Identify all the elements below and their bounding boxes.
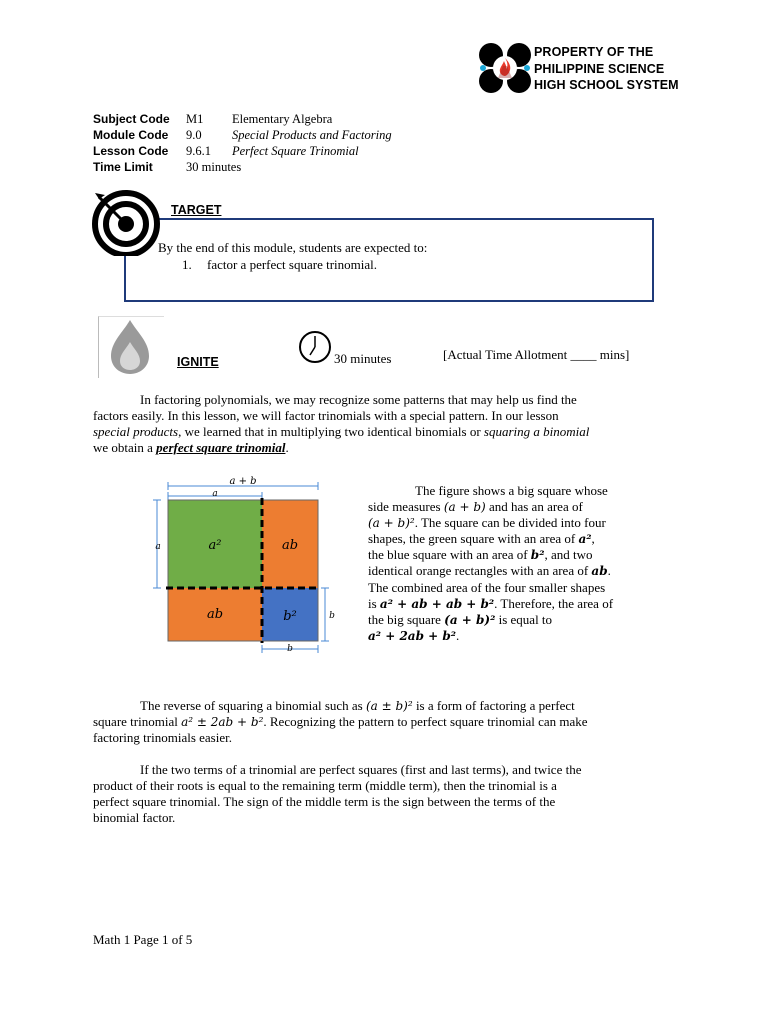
meta-code: M1 xyxy=(186,112,204,126)
meta-value: Perfect Square Trinomial xyxy=(232,144,359,158)
math-big-square: (a + b)² xyxy=(444,612,496,627)
ignite-title: IGNITE xyxy=(177,355,219,369)
reverse-paragraph xyxy=(93,698,683,746)
text-span: . Recognizing the pattern to perfect square trinomial can make xyxy=(263,714,588,729)
text-span: and has an area of xyxy=(485,499,583,515)
meta-row-lesson xyxy=(93,143,392,159)
figtext-line-6 xyxy=(368,563,668,579)
meta-key: Lesson Code xyxy=(93,144,169,158)
ignite-actual-time: [Actual Time Allotment ____ mins] xyxy=(443,347,630,362)
text-span: shapes, the green square with an area of xyxy=(368,531,579,547)
intro-line-4-text: we obtain a xyxy=(93,440,157,455)
target-intro: By the end of this module, students are expected to: xyxy=(158,240,428,255)
text-span: square trinomial xyxy=(93,714,182,729)
text-span: is a form of factoring a perfect xyxy=(412,698,575,713)
rule-line-2: product of their roots is equal to the remaining term (middle term), then the trinomial is a xyxy=(93,778,557,793)
meta-code: 9.0 xyxy=(186,128,202,142)
text-span: identical orange rectangles with an area of xyxy=(368,563,592,579)
math-ab: ab xyxy=(591,564,608,579)
figtext-line-4 xyxy=(368,531,668,547)
intro-italic-special-products: special products xyxy=(93,424,179,439)
clock-icon xyxy=(297,330,333,364)
label-a-squared: a² xyxy=(208,538,222,553)
text-span: side measures xyxy=(368,499,444,515)
logo-line-3: HIGH SCHOOL SYSTEM xyxy=(534,78,679,92)
text-span: is equal to xyxy=(495,611,553,627)
meta-row-subject xyxy=(93,111,392,127)
logo-line-2: PHILIPPINE SCIENCE xyxy=(534,61,665,76)
rule-line-1: If the two terms of a trinomial are perfect squares (first and last terms), and twice the xyxy=(140,762,582,777)
label-ab-bottom: ab xyxy=(206,607,224,622)
intro-line-3-text: , we learned that in multiplying two identical binomials or xyxy=(178,424,484,439)
meta-code: 9.6.1 xyxy=(186,144,211,158)
rule-line-3: perfect square trinomial. The sign of the middle term is the sign between the terms of the xyxy=(93,794,556,809)
text-span: , xyxy=(591,531,595,547)
target-title: TARGET xyxy=(171,203,222,217)
binomial-square-figure xyxy=(150,472,340,658)
figtext-line-2 xyxy=(368,499,668,515)
target-objective xyxy=(182,257,377,273)
logo-text xyxy=(534,44,679,94)
math-b-squared: b² xyxy=(530,548,545,563)
label-ab-top: ab xyxy=(281,538,299,553)
label-b-right: b xyxy=(329,611,335,621)
reverse-line-2 xyxy=(93,714,683,730)
intro-line-3 xyxy=(93,424,683,440)
label-a-left: a xyxy=(155,542,161,552)
intro-line-2: factors easily. In this lesson, we will factor trinomials with a special pattern. In our lesson xyxy=(93,408,559,423)
text-span: is xyxy=(368,595,380,611)
logo-line-1: PROPERTY OF THE xyxy=(534,45,654,59)
text-span: The reverse of squaring a binomial such as xyxy=(140,698,366,713)
flame-icon xyxy=(107,318,153,376)
math-a-squared: a² xyxy=(578,532,592,547)
math-result: a² + 2ab + b² xyxy=(368,628,457,643)
text-span: . xyxy=(607,563,611,579)
reverse-line-1 xyxy=(93,698,683,714)
math-a-plus-b: (a + b) xyxy=(443,500,486,515)
text-span: . Therefore, the area of xyxy=(494,595,614,611)
figtext-line-5 xyxy=(368,547,668,563)
intro-paragraph xyxy=(93,392,683,456)
ignite-time: 30 minutes xyxy=(334,351,392,366)
label-b-squared: b² xyxy=(283,609,297,624)
intro-italic-squaring: squaring a binomial xyxy=(483,424,590,439)
label-a-plus-b: a + b xyxy=(229,476,257,487)
label-b-bottom: b xyxy=(287,644,293,654)
figtext-line-9 xyxy=(368,612,668,628)
figtext-line-8 xyxy=(368,596,668,612)
rule-line-4: binomial factor. xyxy=(93,810,176,825)
text-span: , and two xyxy=(544,547,593,563)
math-sum: a² + ab + ab + b² xyxy=(379,596,495,611)
text-span: . xyxy=(456,627,460,643)
rule-paragraph xyxy=(93,762,683,826)
figtext-line-7: The combined area of the four smaller shapes xyxy=(368,579,606,595)
pshs-logo-icon xyxy=(478,42,532,94)
text-span: the big square xyxy=(368,611,445,627)
meta-row-time xyxy=(93,159,392,175)
intro-line-1: In factoring polynomials, we may recognize some patterns that may help us find the xyxy=(140,392,577,407)
intro-line-4-end: . xyxy=(285,440,289,455)
label-a-top: a xyxy=(212,489,218,499)
math-a-plus-b-squared: (a + b)² xyxy=(368,516,415,531)
text-span: the blue square with an area of xyxy=(368,547,531,563)
target-icon xyxy=(91,190,161,256)
figtext-line-3 xyxy=(368,515,668,531)
figure-description xyxy=(368,483,668,644)
objective-number: 1. xyxy=(182,257,192,272)
page-footer: Math 1 Page 1 of 5 xyxy=(93,932,193,947)
intro-line-4 xyxy=(93,440,683,456)
objective-text: factor a perfect square trinomial. xyxy=(207,257,377,272)
meta-key: Time Limit xyxy=(93,160,153,174)
intro-emphasis-pst: perfect square trinomial xyxy=(156,440,286,455)
math-a-pm-b-squared: (a ± b)² xyxy=(365,699,413,713)
meta-key: Subject Code xyxy=(93,112,170,126)
math-pst: a² ± 2ab + b² xyxy=(181,715,264,729)
text-span: . The square can be divided into four xyxy=(414,515,606,531)
figtext-line-1: The figure shows a big square whose xyxy=(415,483,608,498)
meta-value: 30 minutes xyxy=(186,160,242,174)
meta-key: Module Code xyxy=(93,128,169,142)
meta-value: Special Products and Factoring xyxy=(232,128,392,142)
meta-row-module xyxy=(93,127,392,143)
meta-value: Elementary Algebra xyxy=(232,112,333,126)
figtext-line-10 xyxy=(368,628,668,644)
reverse-line-3: factoring trinomials easier. xyxy=(93,730,232,745)
module-meta xyxy=(93,111,392,175)
